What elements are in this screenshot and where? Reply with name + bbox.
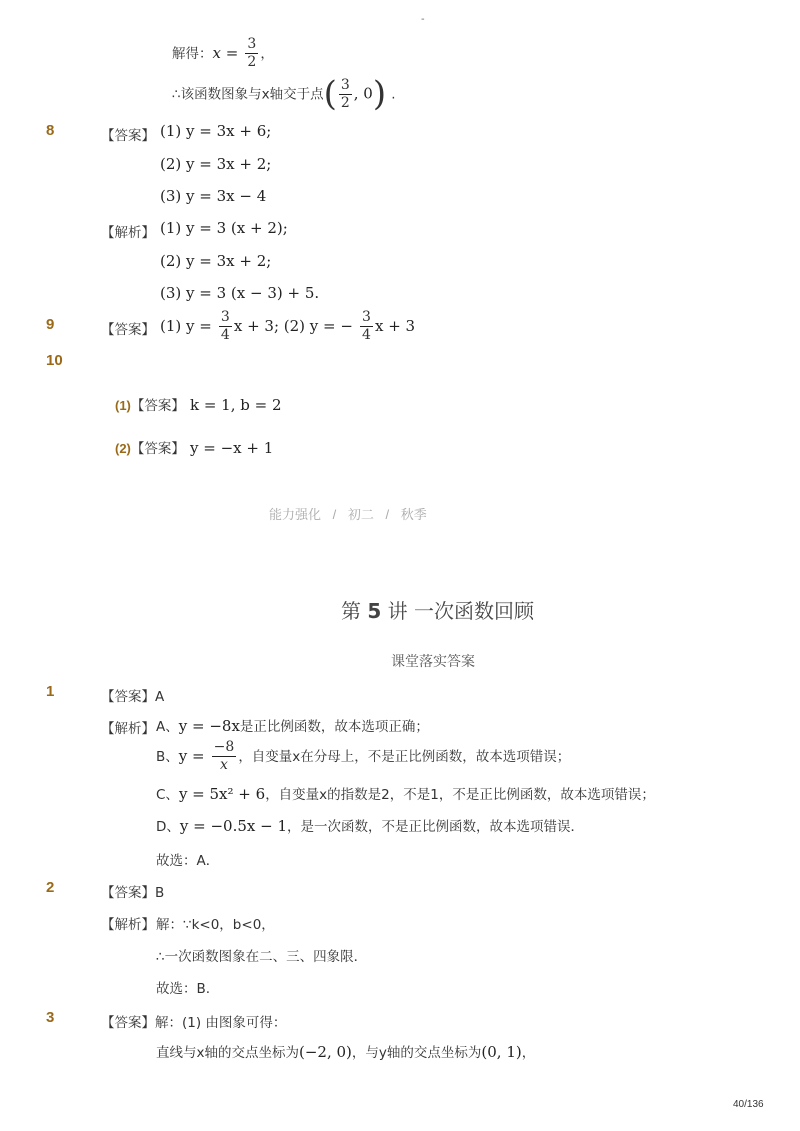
answer-label: 【答案】B	[101, 885, 165, 901]
q10-sub1: (1)【答案】 k = 1, b = 2	[115, 396, 282, 414]
answer-line: (2) y = 3x + 2;	[160, 155, 272, 173]
choice-line: 故选：B.	[156, 981, 211, 997]
answer-label: 【答案】	[101, 322, 155, 338]
analysis-line: (2) y = 3x + 2;	[160, 252, 272, 270]
answer-label: 【答案】	[101, 128, 155, 144]
analysis-line: (3) y = 3 (x − 3) + 5.	[160, 284, 320, 302]
answer-line: (1) y = 3x + 6;	[160, 122, 272, 140]
question-number: 2	[46, 879, 55, 896]
analysis-label: 【解析】	[101, 225, 155, 241]
analysis-label: 【解析】	[101, 721, 155, 737]
q10-sub2: (2)【答案】 y = −x + 1	[115, 439, 274, 457]
q7-solution-line2: ∴该函数图象与x轴交于点( $\frac{3}{2}$ , 0) .	[172, 74, 396, 114]
analysis-label: 【解析】	[101, 917, 155, 933]
page-number: 40/136	[733, 1099, 764, 1110]
analysis-line: ∴一次函数图象在二、三、四象限．	[156, 949, 368, 965]
q7-label: 解得：	[172, 46, 213, 62]
question-number: 1	[46, 683, 55, 700]
answer-label: 【答案】A	[101, 689, 165, 705]
analysis-line: A、y = −8x是正比例函数，故本选项正确；	[156, 717, 429, 735]
analysis-line: B、y = $\frac{-8}{x}$ ，自变量x在分母上，不是正比例函数，故本选项错误；	[156, 739, 571, 773]
analysis-line: D、y = −0.5x − 1，是一次函数，不是正比例函数，故本选项错误．	[156, 817, 585, 835]
top-mark: -	[421, 14, 425, 25]
q7-conclusion: ∴该函数图象与x轴交于点	[172, 86, 324, 103]
analysis-line: 解：∵k<0，b<0，	[156, 917, 275, 933]
section-subtitle: 课堂落实答案	[391, 654, 475, 670]
choice-line: 故选：A．	[156, 853, 220, 869]
answer-label: 【答案】解：(1) 由图象可得：	[101, 1015, 287, 1031]
q7-solution-line1: 解得：x = $\frac{3}{2}$ ，	[172, 36, 274, 70]
analysis-line: C、y = 5x² + 6，自变量x的指数是2，不是1，不是正比例函数，故本选项错误；	[156, 785, 655, 803]
answer-line: (3) y = 3x − 4	[160, 187, 267, 205]
question-number: 3	[46, 1009, 55, 1026]
question-number: 8	[46, 122, 55, 139]
answer-line: 直线与x轴的交点坐标为(−2, 0)，与y轴的交点坐标为(0, 1)，	[156, 1043, 536, 1061]
page-footer: 能力强化 / 初二 / 秋季	[269, 507, 427, 522]
question-number: 10	[46, 352, 63, 369]
q7-fraction: $\frac{3}{2}$	[247, 36, 257, 70]
analysis-line: (1) y = 3 (x + 2);	[160, 219, 288, 237]
question-number: 9	[46, 316, 55, 333]
q7-lhs: x =	[212, 44, 239, 62]
lecture-title: 第 5 讲 一次函数回顾	[341, 599, 534, 623]
q9-answer: (1) y = $\frac{3}{4}$ x + 3; (2) y = − $\frac{3}{4}$ x + 3	[160, 309, 416, 343]
